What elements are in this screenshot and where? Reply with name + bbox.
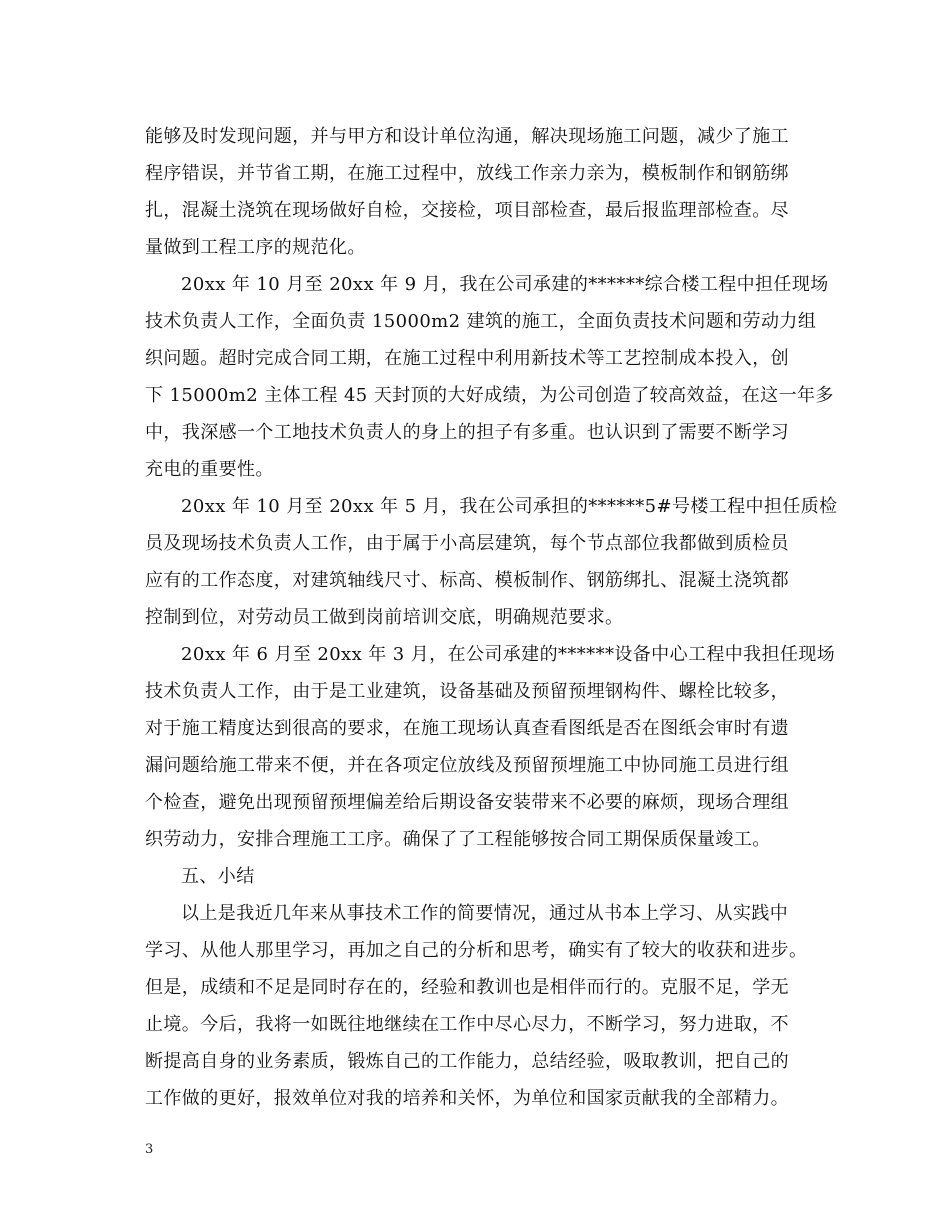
text-line: 对于施工精度达到很高的要求，在施工现场认真查看图纸是否在图纸会审时有遗 bbox=[145, 718, 789, 739]
text-line: 量做到工程工序的规范化。 bbox=[145, 237, 366, 258]
text-line: 漏问题给施工带来不便，并在各项定位放线及预留预埋施工中协同施工员进行组 bbox=[145, 755, 789, 776]
text-line: 技术负责人工作，全面负责 15000m2 建筑的施工，全面负责技术问题和劳动力组 bbox=[145, 311, 817, 332]
body-text bbox=[145, 118, 838, 1117]
text-line: 织问题。超时完成合同工期，在施工过程中利用新技术等工艺控制成本投入，创 bbox=[145, 348, 789, 369]
text-line: 织劳动力，安排合理施工工序。确保了了工程能够按合同工期保质保量竣工。 bbox=[145, 829, 771, 850]
text-line: 下 15000m2 主体工程 45 天封顶的大好成绩，为公司创造了较高效益，在这一年多 bbox=[145, 385, 834, 406]
text-line: 控制到位，对劳动员工做到岗前培训交底，明确规范要求。 bbox=[145, 607, 624, 628]
text-line: 个检查，避免出现预留预埋偏差给后期设备安装带来不必要的麻烦，现场合理组 bbox=[145, 792, 789, 813]
text-line: 学习、从他人那里学习，再加之自己的分析和思考，确实有了较大的收获和进步。 bbox=[145, 940, 808, 961]
text-line: 员及现场技术负责人工作，由于属于小高层建筑，每个节点部位我都做到质检员 bbox=[145, 533, 789, 554]
text-line: 程序错误，并节省工期，在施工过程中，放线工作亲力亲为，模板制作和钢筋绑 bbox=[145, 163, 789, 184]
paragraph-start-line: 20xx 年 10 月至 20xx 年 5 月，我在公司承担的******5#号楼工程中担任质检 bbox=[181, 496, 838, 517]
page-number: 3 bbox=[145, 1142, 154, 1157]
paragraph-start-line: 以上是我近几年来从事技术工作的简要情况，通过从书本上学习、从实践中 bbox=[181, 903, 789, 924]
text-line: 中，我深感一个工地技术负责人的身上的担子有多重。也认识到了需要不断学习 bbox=[145, 422, 789, 443]
text-line: 止境。今后，我将一如既往地继续在工作中尽心尽力，不断学习，努力进取，不 bbox=[145, 1014, 789, 1035]
text-line: 工作做的更好，报效单位对我的培养和关怀，为单位和国家贡献我的全部精力。 bbox=[145, 1088, 789, 1109]
text-line: 能够及时发现问题，并与甲方和设计单位沟通，解决现场施工问题，减少了施工 bbox=[145, 126, 789, 147]
text-line: 但是，成绩和不足是同时存在的，经验和教训也是相伴而行的。克服不足，学无 bbox=[145, 977, 789, 998]
text-line: 应有的工作态度，对建筑轴线尺寸、标高、模板制作、钢筋绑扎、混凝土浇筑都 bbox=[145, 570, 789, 591]
text-line: 断提高自身的业务素质，锻炼自己的工作能力，总结经验，吸取教训，把自己的 bbox=[145, 1051, 789, 1072]
paragraph-start-line: 20xx 年 6 月至 20xx 年 3 月，在公司承建的******设备中心工程中我担任现场 bbox=[181, 644, 836, 665]
section-heading: 五、小结 bbox=[181, 866, 255, 887]
text-line: 技术负责人工作，由于是工业建筑，设备基础及预留预埋钢构件、螺栓比较多， bbox=[145, 681, 789, 702]
text-line: 充电的重要性。 bbox=[145, 459, 274, 480]
text-line: 扎，混凝土浇筑在现场做好自检，交接检，项目部检查，最后报监理部检查。尽 bbox=[145, 200, 789, 221]
paragraph-start-line: 20xx 年 10 月至 20xx 年 9 月，我在公司承建的******综合楼工程中担任现场 bbox=[181, 274, 829, 295]
